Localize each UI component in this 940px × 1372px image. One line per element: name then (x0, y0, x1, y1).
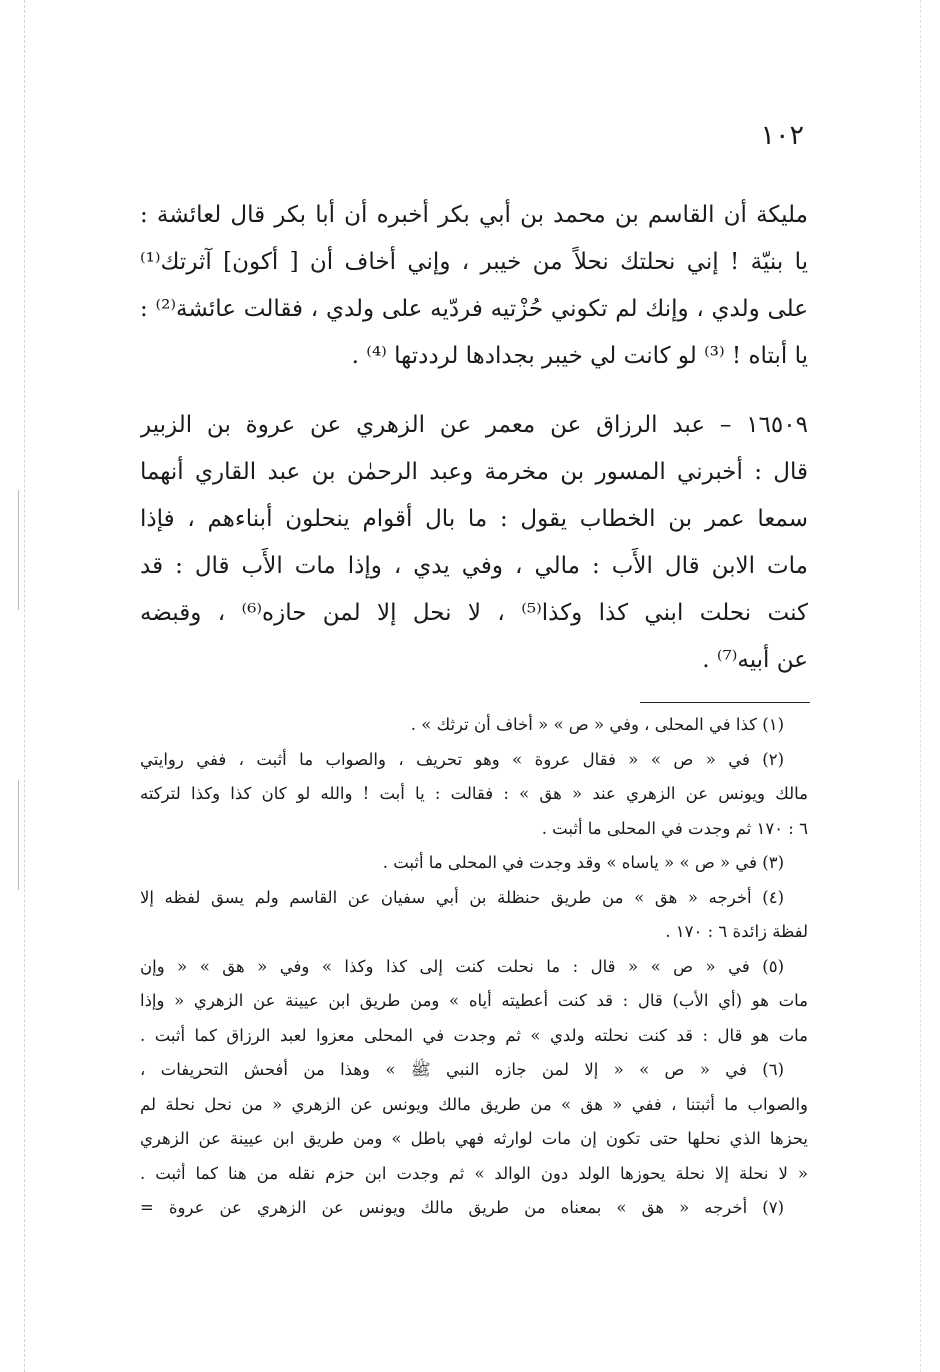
scan-edge-line (920, 0, 921, 1372)
footnote-line: « لا نحلة إلا نحلة يحوزها الولد دون الوالد » ثم وجدت ابن حزم نقله من هنا كما أثبت . (140, 1163, 808, 1183)
text-line: قال : أخبرني المسور بن مخرمة وعبد الرحمٰن بن عبد القاري أنهما (140, 459, 808, 485)
text-line: مات الابن قال الأَب : مالي ، وفي يدي ، وإذا مات الأَب قال : قد (140, 553, 808, 579)
main-paragraph-1 (140, 192, 808, 380)
footnote-line: والصواب ما أثبتنا ، ففي « هق » من طريق مالك ويونس عن الزهري « من نحل نحلة لم (140, 1094, 808, 1114)
scan-edge-mark (18, 780, 19, 890)
footnote-separator (640, 702, 810, 703)
footnote-line: (٧) أخرجه « هق » بمعناه من طريق مالك ويونس عن الزهري عن عروة = (140, 1198, 784, 1217)
text-line: كنت نحلت ابني كذا وكذا⁽⁵⁾ ، لا نحل إلا لمن حازه⁽⁶⁾ ، وقبضه (140, 600, 808, 626)
footnote-line: يحزها الذي نحلها حتى تكون إن مات لوارثه فهي باطل » ومن طريق ابن عيينة عن الزهري (140, 1129, 808, 1148)
footnote-line: (٥) في « ص » « قال : ما نحلت كنت إلى كذا وكذا » وفي « هق » « وإن (140, 956, 784, 976)
footnotes (140, 708, 808, 1226)
page-number: ١٠٢ (760, 120, 804, 151)
footnote-line: (١) كذا في المحلى ، وفي « ص » « أخاف أن ترثك » . (410, 715, 784, 734)
text-line: يا بنيّة ! إني نحلتك نحلاً من خيبر ، وإني أخاف أن [ أكون] آثرتك⁽¹⁾ (140, 249, 808, 275)
text-line: على ولدي ، وإنك لم تكوني حُزْتيه فردّيه على ولدي ، فقالت عائشة⁽²⁾ : (140, 296, 808, 322)
footnote-line: لفظة زائدة ٦ : ١٧٠ . (665, 922, 808, 941)
main-paragraph-2 (140, 402, 808, 684)
text-line: يا أبتاه ! ⁽³⁾ لو كانت لي خيبر بجدادها لرددتها ⁽⁴⁾ . (351, 343, 808, 369)
footnote-line: (٦) في « ص » « إلا لمن جازه النبي ﷺ » وهذا من أفحش التحريفات ، (140, 1060, 784, 1079)
footnote-line: مالك ويونس عن الزهري عند « هق » : فقالت : يا أبت ! والله لو كان كذا وكذا لتركته (140, 784, 808, 803)
scan-edge-line (24, 0, 25, 1372)
footnote-line: مات هو (أي الأب) قال : قد كنت أعطيته أياه » ومن طريق ابن عيينة عن الزهري « وإذا (140, 991, 808, 1010)
text-line: سمعا عمر بن الخطاب يقول : ما بال أقوام ينحلون أبناءهم ، فإذا (140, 506, 808, 532)
scan-edge-mark (18, 490, 19, 610)
text-line: عن أبيه⁽⁷⁾ . (702, 647, 808, 673)
text-line: ١٦٥٠٩ – عبد الرزاق عن معمر عن الزهري عن عروة بن الزبير (140, 412, 808, 438)
footnote-line: (٣) في « ص » « ياساه » وقد وجدت في المحلى ما أثبت . (382, 853, 784, 872)
footnote-line: (٤) أخرجه « هق » من طريق حنظلة بن أبي سفيان عن القاسم ولم يسق لفظه إلا (140, 887, 784, 907)
footnote-line: (٢) في « ص » « فقال عروة » وهو تحريف ، والصواب ما أثبت ، ففي روايتي (140, 749, 784, 769)
footnote-line: ٦ : ١٧٠ ثم وجدت في المحلى ما أثبت . (541, 818, 808, 838)
text-line: مليكة أن القاسم بن محمد بن أبي بكر أخبره أن أبا بكر قال لعائشة : (140, 202, 808, 228)
footnote-line: مات هو قال : قد كنت نحلته ولدي » ثم وجدت في المحلى معزوا لعبد الرزاق كما أثبت . (140, 1025, 808, 1045)
